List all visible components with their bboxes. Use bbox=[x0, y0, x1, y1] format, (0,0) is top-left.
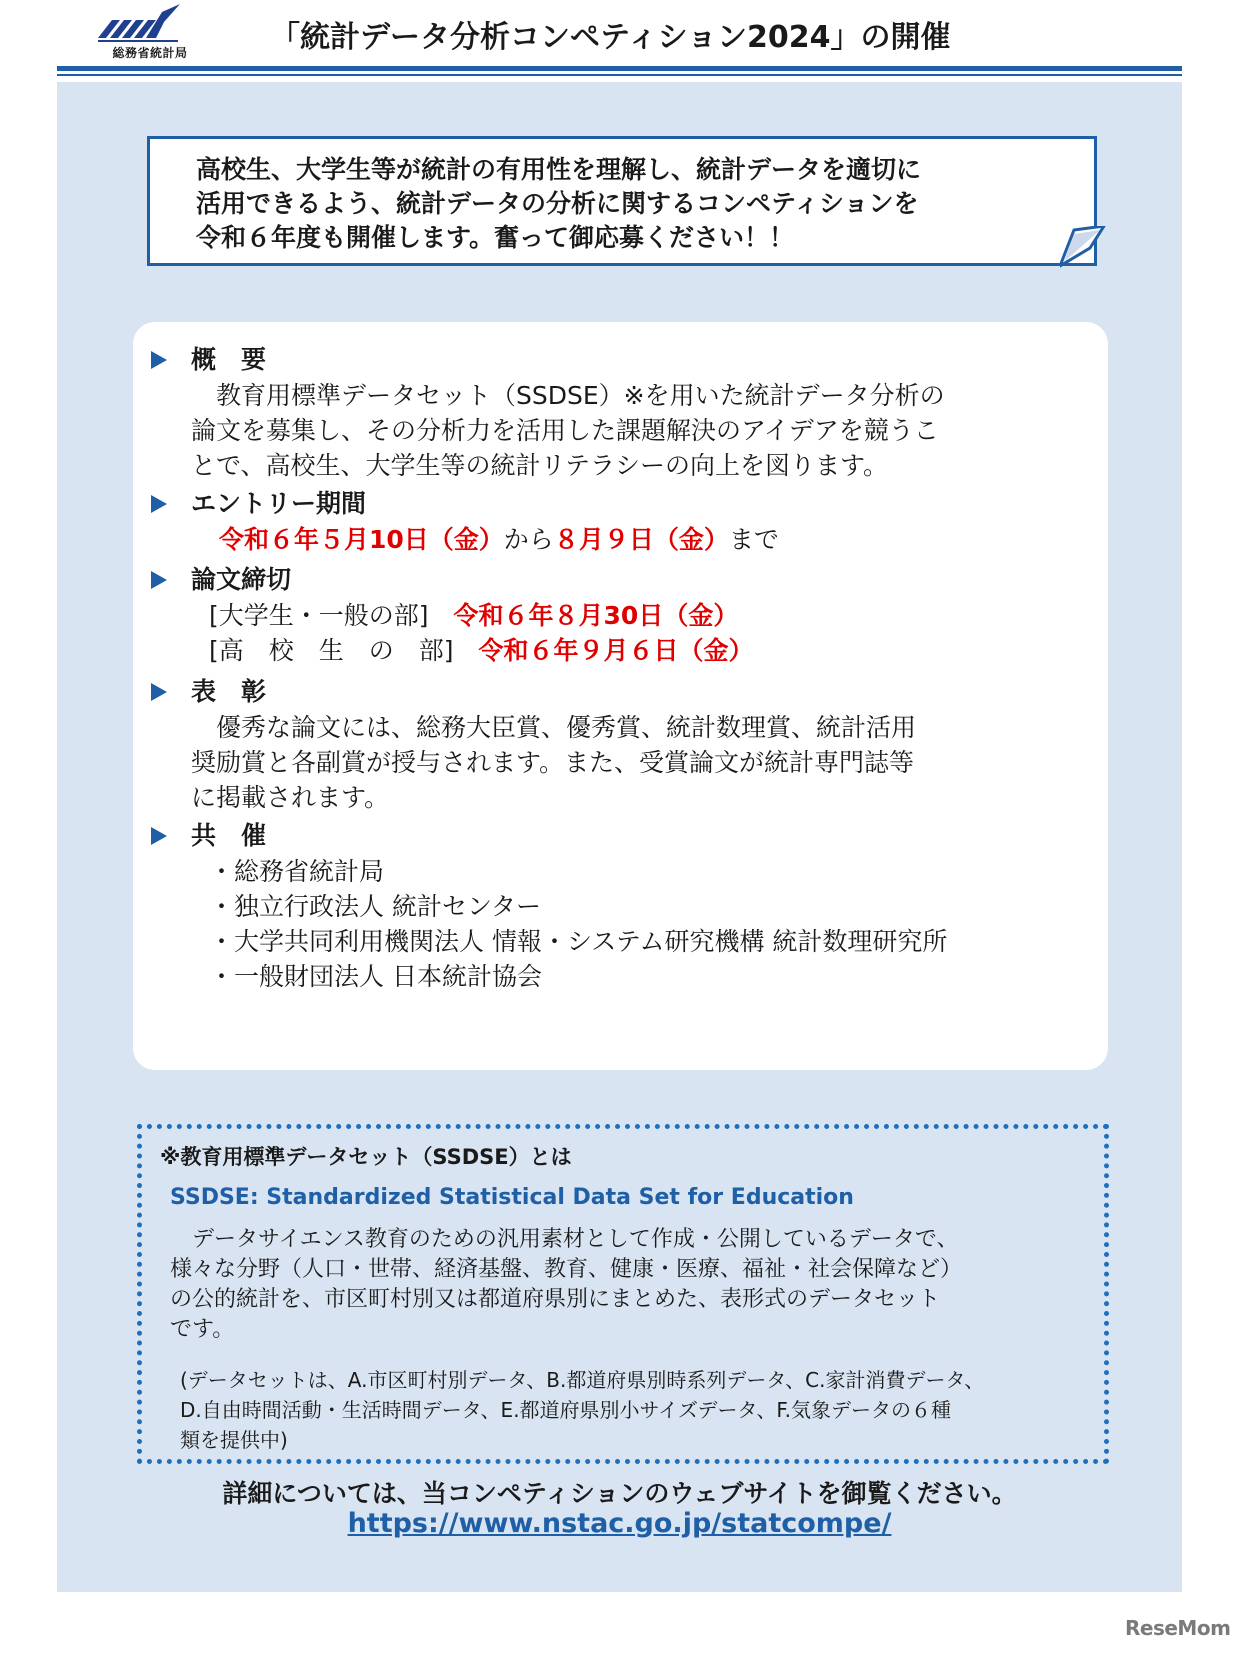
statistics-bureau-logo bbox=[90, 2, 210, 62]
award-section bbox=[151, 674, 916, 815]
logo-text: 総務省統計局 bbox=[112, 46, 188, 60]
cosponsor-section bbox=[151, 818, 947, 994]
note-line: データサイエンス教育のための汎用素材として作成・公開しているデータで、 bbox=[170, 1227, 959, 1252]
logo-mark-icon bbox=[90, 2, 210, 46]
triangle-bullet-icon bbox=[151, 683, 167, 701]
note-line: です。 bbox=[170, 1317, 235, 1342]
entry-section bbox=[151, 486, 779, 557]
page-header bbox=[0, 0, 1239, 66]
header-rule-thin bbox=[57, 74, 1182, 76]
ssdse-note-box bbox=[137, 1124, 1109, 1464]
entry-period bbox=[151, 522, 779, 557]
deadline-date: 令和６年９月６日（金） bbox=[478, 636, 754, 665]
note-line: 様々な分野（人口・世帯、経済基盤、教育、健康・医療、福祉・社会保障など） bbox=[170, 1257, 963, 1282]
deadline-label: [大学生・一般の部] bbox=[209, 601, 429, 630]
intro-line: 活用できるよう、統計データの分析に関するコンペティションを bbox=[196, 189, 919, 218]
header-rule bbox=[57, 66, 1182, 71]
page-title: 「統計データ分析コンペティション2024」の開催 bbox=[270, 20, 951, 55]
note-sub-line: (データセットは、A.市区町村別データ、B.都道府県別時系列データ、C.家計消費データ、 bbox=[180, 1368, 985, 1392]
note-sub-line: 類を提供中) bbox=[180, 1428, 288, 1452]
note-english-title: SSDSE: Standardized Statistical Data Set for Education bbox=[170, 1185, 854, 1210]
section-heading: 表 彰 bbox=[191, 677, 267, 706]
intro-box bbox=[147, 136, 1097, 266]
overview-line: とで、高校生、大学生等の統計リテラシーの向上を図ります。 bbox=[191, 451, 889, 480]
note-line: の公的統計を、市区町村別又は都道府県別にまとめた、表形式のデータセット bbox=[170, 1287, 941, 1312]
section-heading: 共 催 bbox=[191, 821, 267, 850]
deadline-section bbox=[151, 562, 754, 668]
overview-line: 論文を募集し、その分析力を活用した課題解決のアイデアを競うこ bbox=[191, 416, 939, 445]
cosponsor-item: ・独立行政法人 統計センター bbox=[209, 892, 541, 921]
triangle-bullet-icon bbox=[151, 571, 167, 589]
intro-line: 令和６年度も開催します。奮って御応募ください！！ bbox=[196, 223, 795, 252]
footer-text: 詳細については、当コンペティションのウェブサイトを御覧ください。 bbox=[222, 1479, 1017, 1508]
section-heading: エントリー期間 bbox=[191, 489, 367, 518]
deadline-date: 令和６年８月30日（金） bbox=[453, 601, 739, 630]
entry-from-text: から bbox=[503, 525, 554, 554]
triangle-bullet-icon bbox=[151, 495, 167, 513]
intro-line: 高校生、大学生等が統計の有用性を理解し、統計データを適切に bbox=[196, 155, 922, 184]
page-curl-icon bbox=[1060, 226, 1106, 270]
triangle-bullet-icon bbox=[151, 351, 167, 369]
overview-line: 教育用標準データセット（SSDSE）※を用いた統計データ分析の bbox=[191, 381, 945, 410]
cosponsor-item: ・一般財団法人 日本統計協会 bbox=[209, 962, 542, 991]
entry-start-date: 令和６年５月10日（金） bbox=[219, 525, 504, 554]
details-card bbox=[133, 322, 1108, 1070]
deadline-university bbox=[209, 598, 754, 633]
watermark: ReseMom bbox=[1125, 1616, 1231, 1640]
section-heading: 概 要 bbox=[191, 345, 267, 374]
award-line: 奨励賞と各副賞が授与されます。また、受賞論文が統計専門誌等 bbox=[191, 748, 915, 777]
deadline-highschool bbox=[209, 633, 754, 668]
website-link[interactable]: https://www.nstac.go.jp/statcompe/ bbox=[347, 1508, 892, 1539]
triangle-bullet-icon bbox=[151, 827, 167, 845]
cosponsor-item: ・大学共同利用機関法人 情報・システム研究機構 統計数理研究所 bbox=[209, 927, 948, 956]
note-sub-line: D.自由時間活動・生活時間データ、E.都道府県別小サイズデータ、F.気象データの６種 bbox=[180, 1398, 951, 1422]
overview-section bbox=[151, 342, 945, 483]
section-heading: 論文締切 bbox=[191, 565, 292, 594]
award-line: 優秀な論文には、総務大臣賞、優秀賞、統計数理賞、統計活用 bbox=[191, 713, 917, 742]
deadline-label: [高 校 生 の 部] bbox=[209, 636, 454, 665]
entry-until-text: まで bbox=[728, 525, 779, 554]
entry-end-date: ８月９日（金） bbox=[553, 525, 729, 554]
award-line: に掲載されます。 bbox=[191, 783, 390, 812]
cosponsor-item: ・総務省統計局 bbox=[209, 857, 385, 886]
note-title: ※教育用標準データセット（SSDSE）とは bbox=[160, 1145, 572, 1169]
